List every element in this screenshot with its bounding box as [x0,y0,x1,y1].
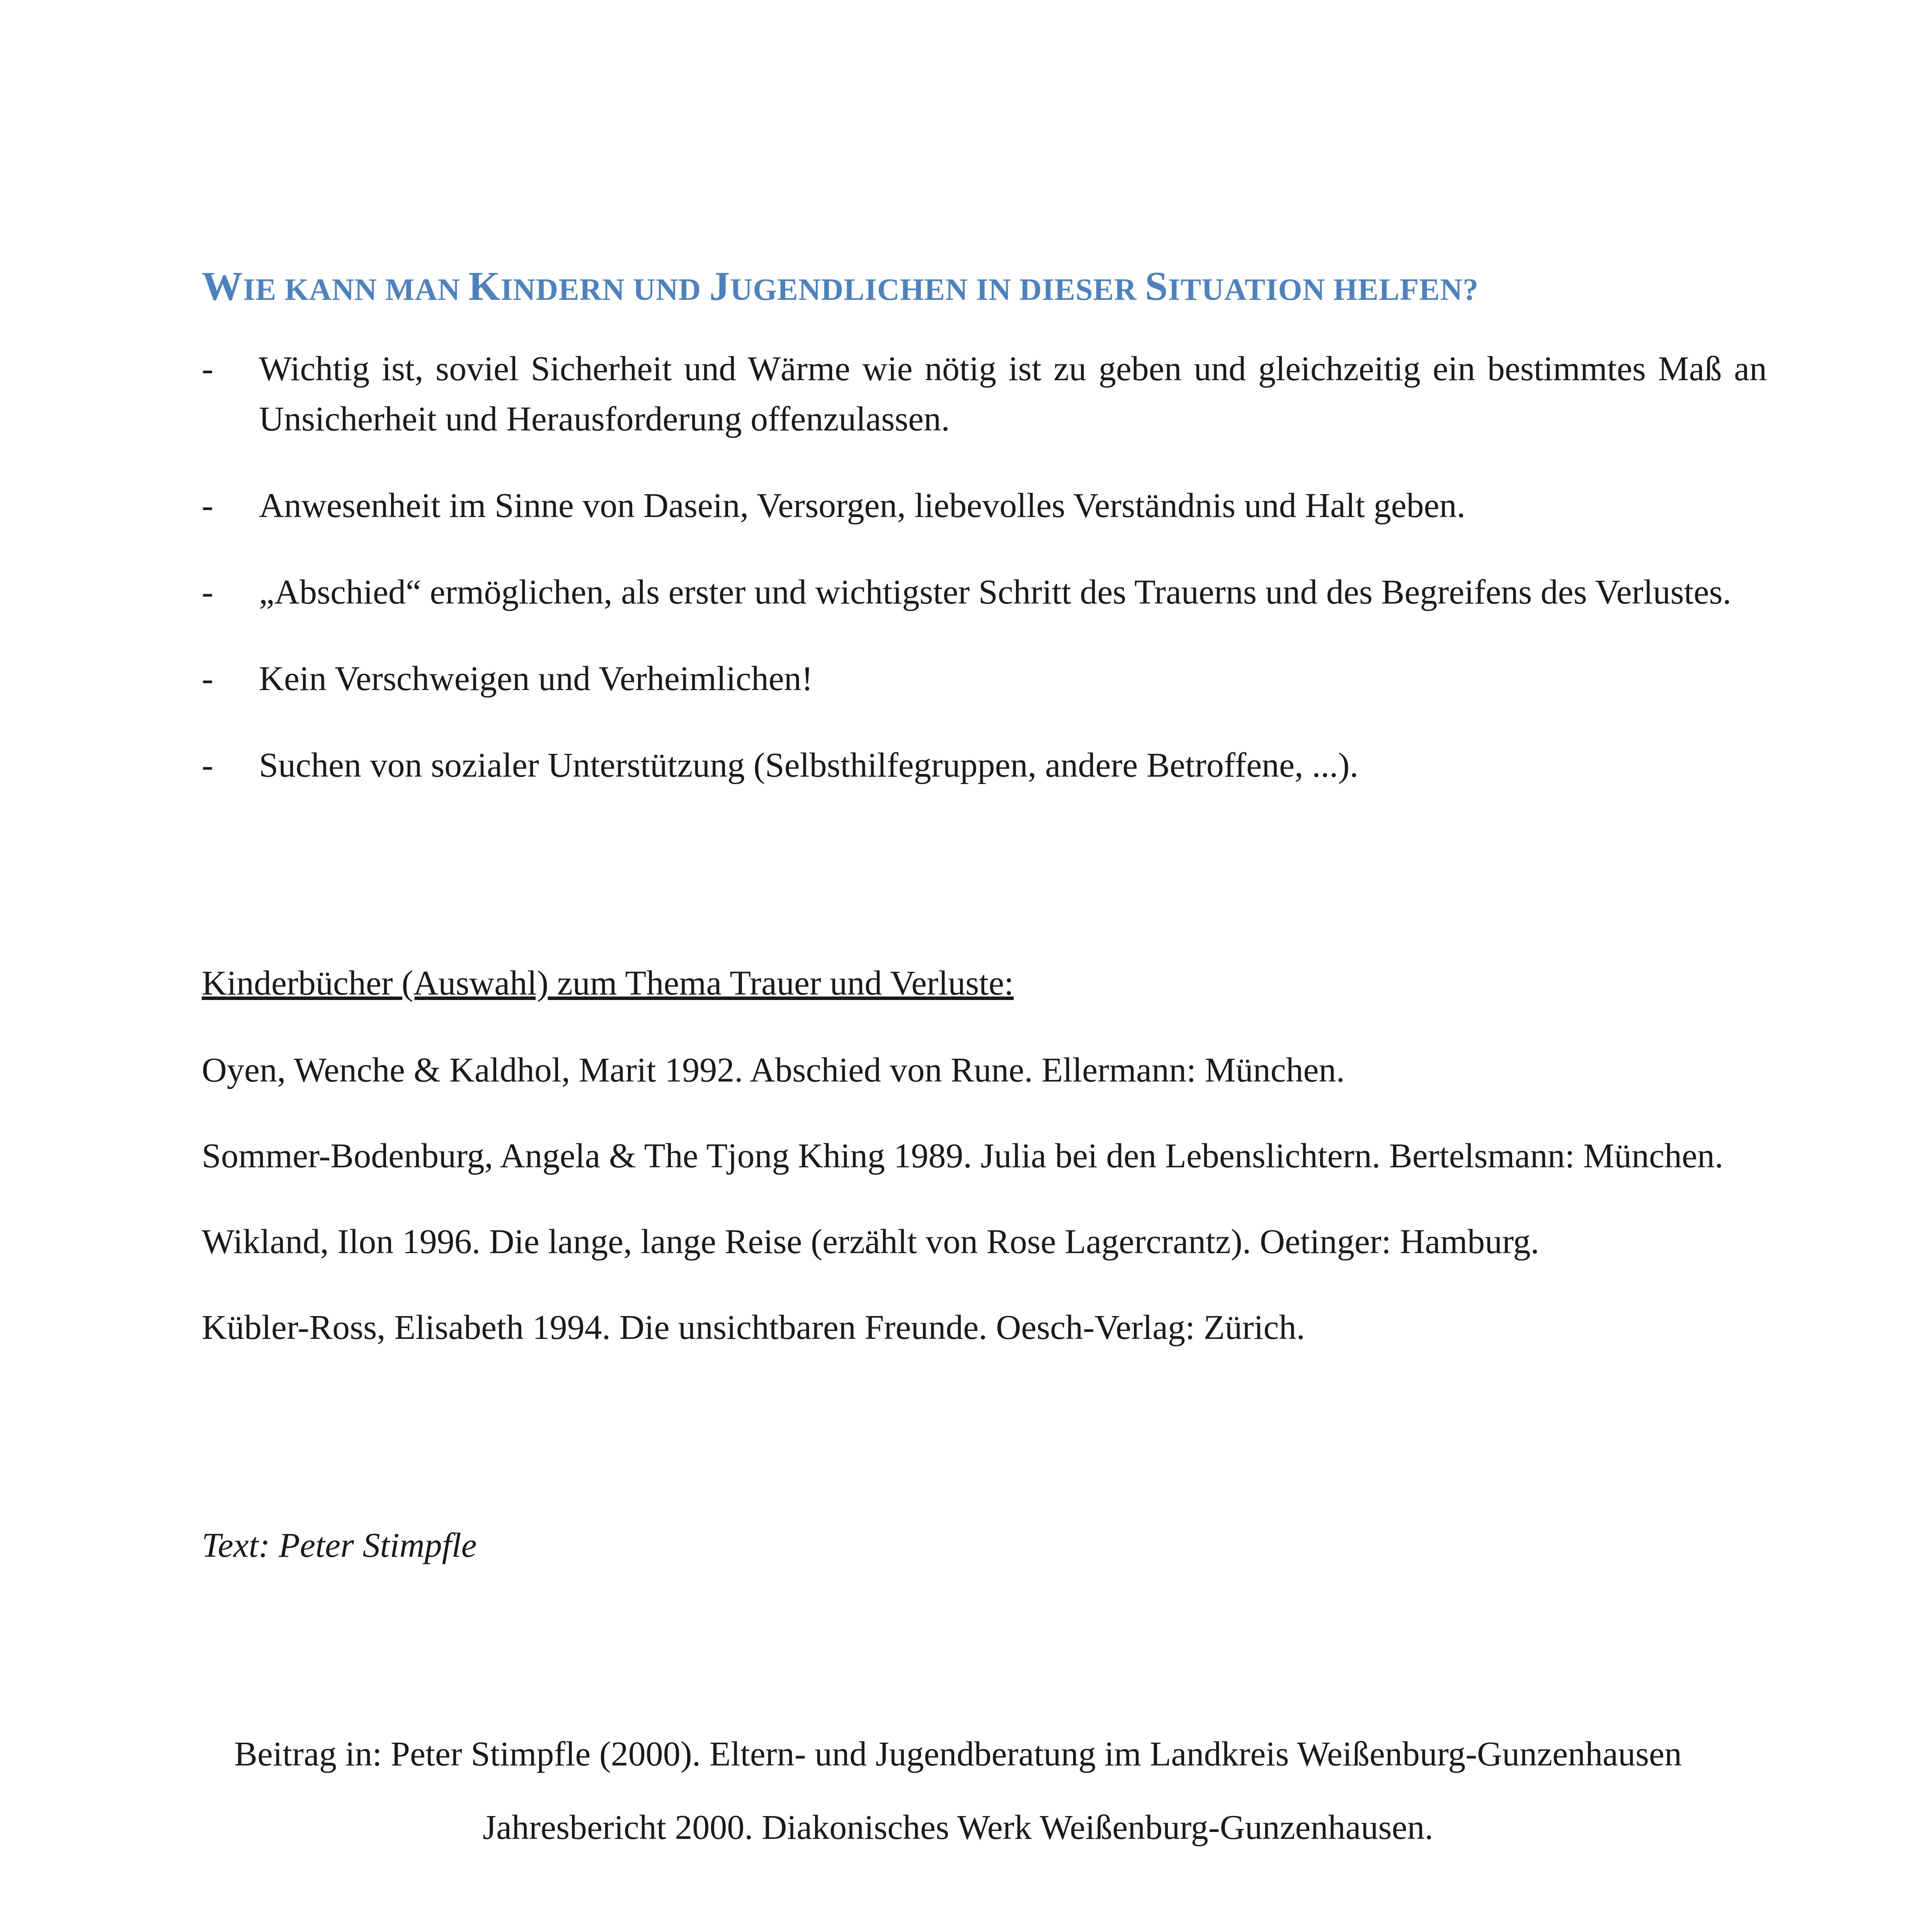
book-reference: Kübler-Ross, Elisabeth 1994. Die unsichtbaren Freunde. Oesch-Verlag: Zürich. [202,1308,1305,1347]
heading-part: J [709,264,730,309]
book-reference: Sommer-Bodenburg, Angela & The Tjong Khing 1989. Julia bei den Lebenslichtern. Bertelsmann: München. [202,1137,1724,1175]
list-item [202,740,1767,791]
heading-part: S [1145,264,1168,309]
bullet-marker: - [202,350,213,388]
heading-part: INDERN UND [500,273,710,307]
heading-part: W [202,264,243,309]
bullet-marker: - [202,660,213,698]
bullet-text: Wichtig ist, soviel Sicherheit und Wärme wie nötig ist zu geben und gleichzeitig ein bestimmtes Maß an Unsicherheit und Herausforderung offenzulassen. [259,350,1767,438]
heading-part: ITUATION HELFEN? [1168,273,1479,307]
section-heading [202,263,1728,310]
booklist-title: Kinderbücher (Auswahl) zum Thema Trauer und Verluste: [202,964,1014,1002]
heading-part: UGENDLICHEN IN DIESER [730,273,1145,307]
list-item [202,344,1767,444]
bullet-marker: - [202,573,213,611]
bullet-text: Anwesenheit im Sinne von Dasein, Versorgen, liebevolles Verständnis und Halt geben. [259,486,1465,525]
bullet-text: Kein Verschweigen und Verheimlichen! [259,660,813,698]
bullet-text: „Abschied“ ermöglichen, als erster und wichtigster Schritt des Trauerns und des Begreifens des Verlustes. [259,573,1731,611]
source-line: Beitrag in: Peter Stimpfle (2000). Eltern- und Jugendberatung im Landkreis Weißenburg-Gunzenhausen [234,1735,1682,1773]
bullet-marker: - [202,486,213,525]
advice-list [202,344,1767,827]
book-reference: Wikland, Ilon 1996. Die lange, lange Reise (erzählt von Rose Lagercrantz). Oetinger: Hamburg. [202,1223,1540,1261]
heading-part: K [468,264,501,309]
bullet-marker: - [202,746,213,784]
book-reference: Oyen, Wenche & Kaldhol, Marit 1992. Abschied von Rune. Ellermann: München. [202,1051,1345,1089]
heading-part: IE KANN MAN [243,273,469,307]
list-item [202,567,1767,617]
source-line: Jahresbericht 2000. Diakonisches Werk Weißenburg-Gunzenhausen. [483,1808,1433,1847]
list-item [202,481,1767,531]
bullet-text: Suchen von sozialer Unterstützung (Selbsthilfegruppen, andere Betroffene, ...). [259,746,1358,784]
booklist [202,1045,1767,1388]
list-item [202,654,1767,704]
author-credit: Text: Peter Stimpfle [202,1526,477,1565]
